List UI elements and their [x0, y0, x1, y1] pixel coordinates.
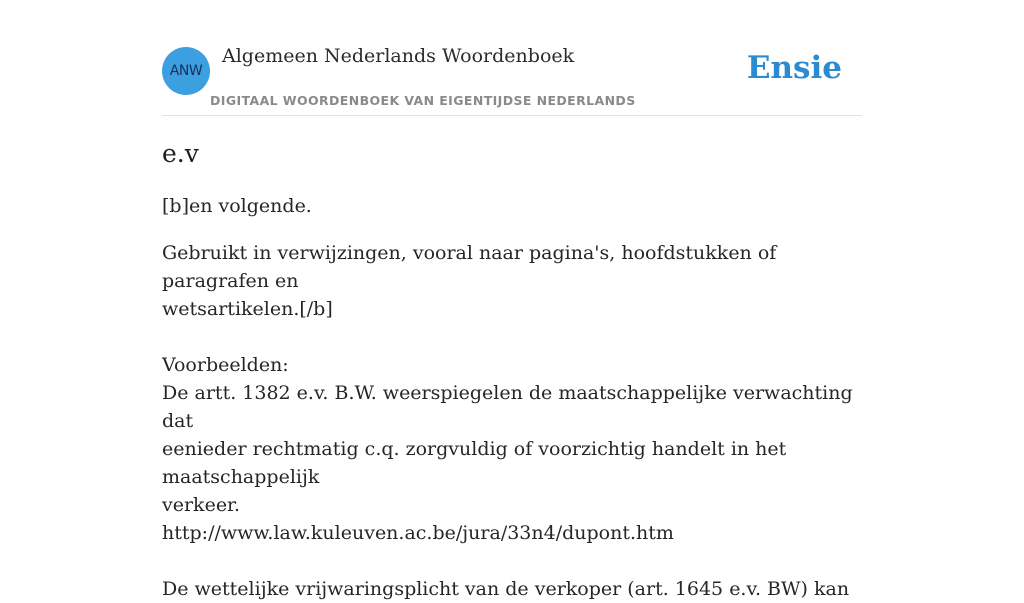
example-line: De wettelijke vrijwaringsplicht van de verkoper (art. 1645 e.v. BW) kan [162, 578, 850, 600]
site-subtitle: DIGITAAL WOORDENBOEK VAN EIGENTIJDSE NEDERLANDS [210, 93, 636, 108]
usage-line: Gebruikt in verwijzingen, vooral naar pagina's, hoofdstukken of paragrafen en [162, 242, 777, 292]
ensie-brand-link[interactable]: Ensie [746, 50, 842, 86]
examples-heading: Voorbeelden: [162, 354, 289, 376]
example-line: De artt. 1382 e.v. B.W. weerspiegelen de maatschappelijke verwachting dat [162, 382, 853, 432]
anw-logo[interactable] [162, 47, 210, 95]
usage-line: wetsartikelen.[/b] [162, 298, 333, 320]
example-line: eenieder rechtmatig c.q. zorgvuldig of voorzichtig handelt in het maatschappelijk [162, 438, 787, 488]
logo-text: ANW [169, 63, 203, 79]
example-source: http://www.law.kuleuven.ac.be/jura/33n4/dupont.htm [162, 522, 674, 544]
spacer [162, 323, 862, 351]
entry-usage [162, 239, 862, 603]
page-container [162, 0, 862, 600]
example-line: verkeer. [162, 494, 241, 516]
entry-definition: [b]en volgende. [162, 195, 312, 217]
site-header [162, 0, 862, 116]
entry-title: e.v [162, 139, 199, 168]
site-title[interactable]: Algemeen Nederlands Woordenboek [222, 45, 575, 67]
spacer [162, 547, 862, 575]
entry-content [162, 192, 862, 603]
